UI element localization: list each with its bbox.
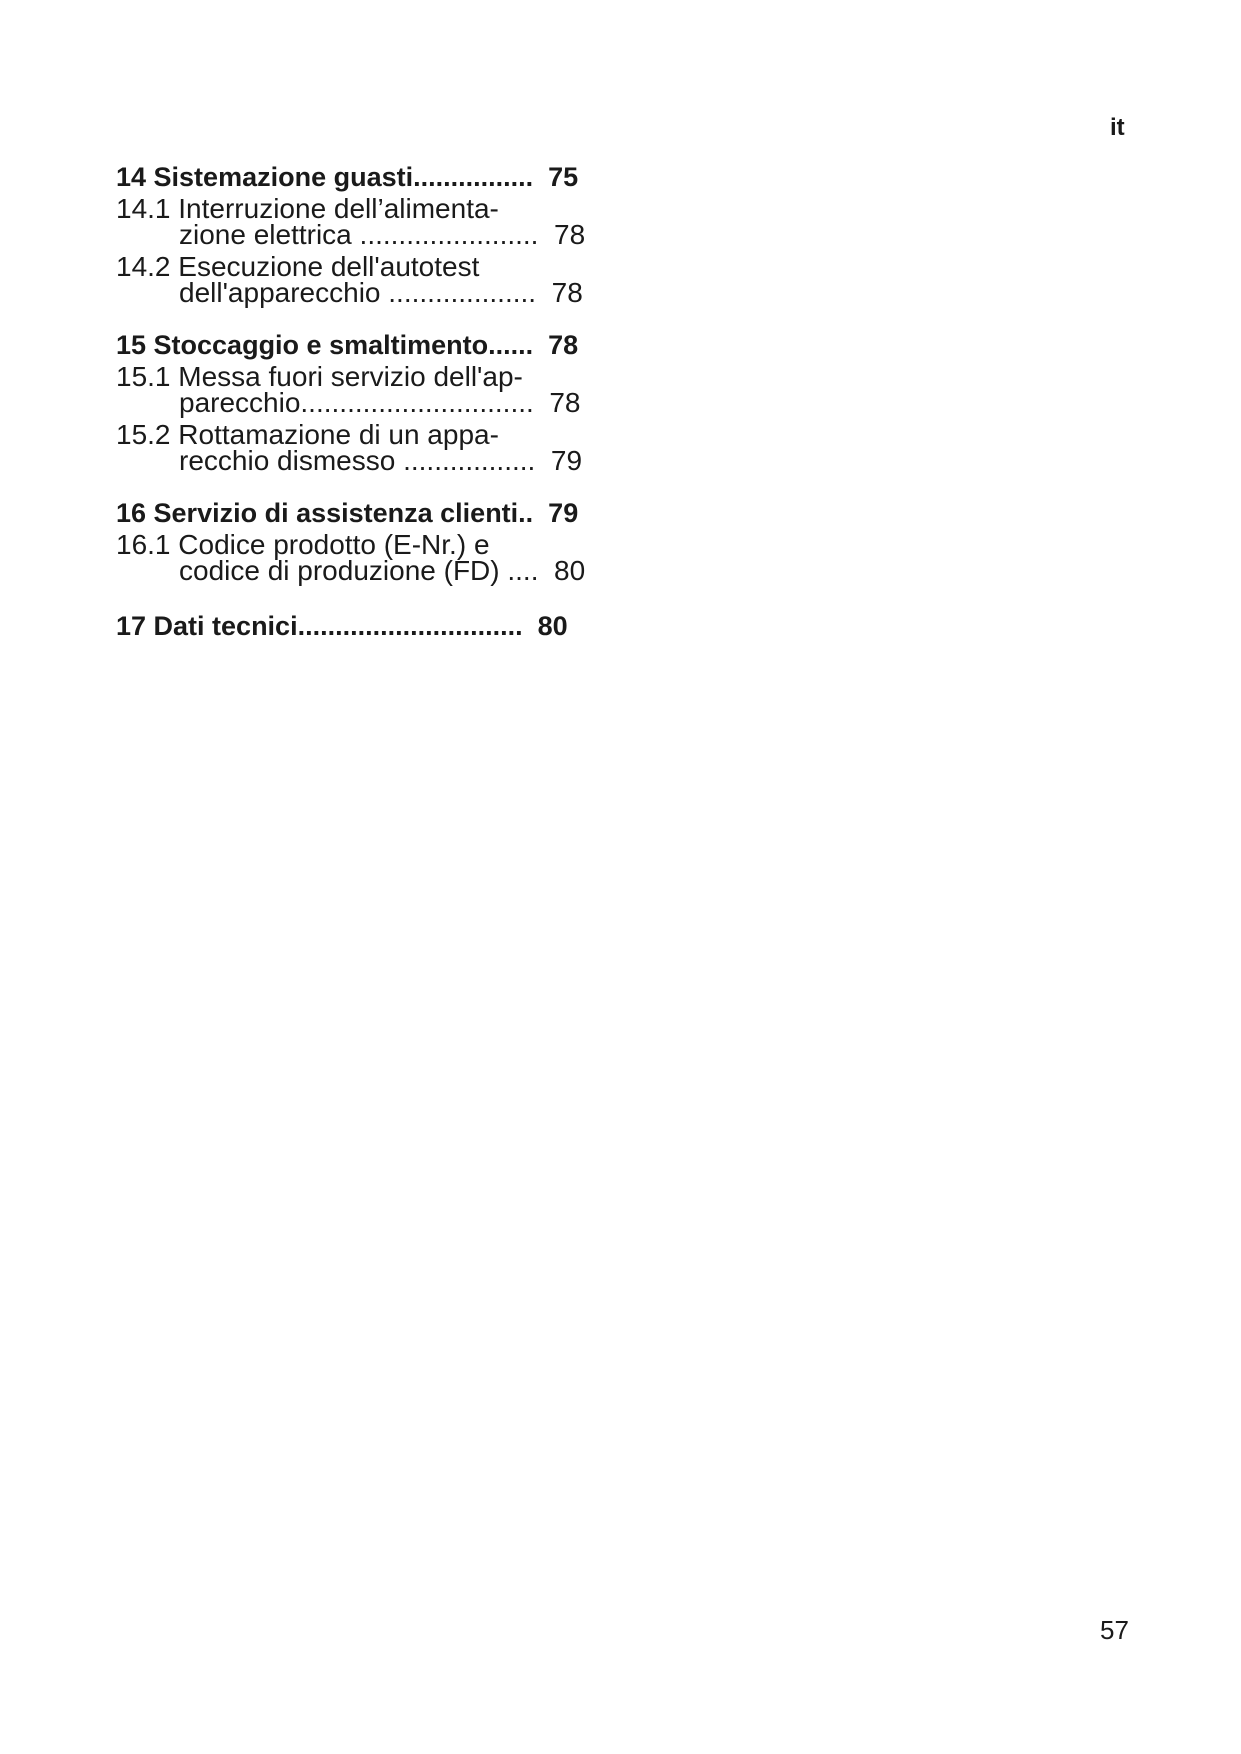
toc-section-16-1-cont[interactable]: codice di produzione (FD) .... 80 — [179, 555, 586, 586]
page-number: 57 — [1100, 1615, 1129, 1645]
toc-chapter-16[interactable]: 16 Servizio di assistenza clienti.. 79 — [116, 498, 579, 528]
toc-section-15-1-cont[interactable]: parecchio.............................. 78 — [179, 387, 581, 418]
toc-chapter-14[interactable]: 14 Sistemazione guasti................ 75 — [116, 162, 579, 192]
toc-section-15-1[interactable]: 15.1 Messa fuori servizio dell'ap- — [116, 361, 523, 392]
toc-section-14-2-cont[interactable]: dell'apparecchio ................... 78 — [179, 277, 583, 308]
language-label: it — [1110, 114, 1125, 141]
toc-chapter-17[interactable]: 17 Dati tecnici.............................. 80 — [116, 611, 568, 641]
toc-section-14-1-cont[interactable]: zione elettrica ....................... 78 — [179, 219, 586, 250]
toc-section-15-2[interactable]: 15.2 Rottamazione di un appa- — [116, 419, 499, 450]
toc-section-14-1[interactable]: 14.1 Interruzione dell’alimenta- — [116, 193, 499, 224]
toc-section-14-2[interactable]: 14.2 Esecuzione dell'autotest — [116, 251, 480, 282]
toc-section-16-1[interactable]: 16.1 Codice prodotto (E-Nr.) e — [116, 529, 490, 560]
toc-section-15-2-cont[interactable]: recchio dismesso ................. 79 — [179, 445, 583, 476]
table-of-contents — [116, 162, 616, 641]
toc-chapter-15[interactable]: 15 Stoccaggio e smaltimento...... 78 — [116, 330, 579, 360]
